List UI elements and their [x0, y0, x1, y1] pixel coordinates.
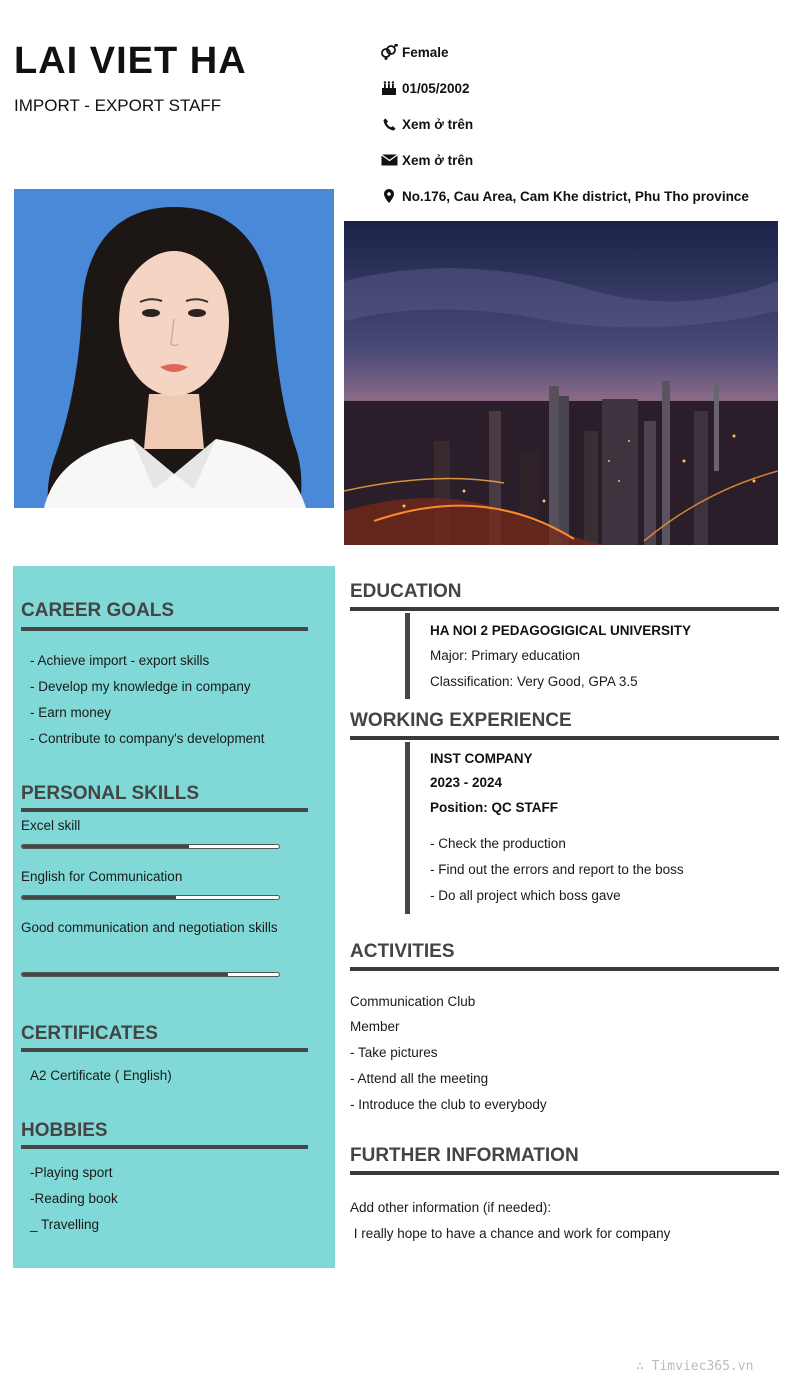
further-info-heading: FURTHER INFORMATION [350, 1145, 579, 1166]
further-info-line: Add other information (if needed): [350, 1200, 552, 1215]
further-info-line: I really hope to have a chance and work for company [350, 1226, 671, 1241]
profile-photo [14, 189, 334, 508]
birthday-cake-icon [376, 81, 402, 95]
education-heading: EDUCATION [350, 581, 462, 602]
skill-bar-fill [22, 845, 189, 848]
career-goals-heading: CAREER GOALS [21, 600, 175, 621]
job-title: IMPORT - EXPORT STAFF [14, 96, 222, 115]
work-period: 2023 - 2024 [430, 775, 503, 790]
certificates-rule [21, 1048, 308, 1052]
duty-item: - Find out the errors and report to the boss [430, 862, 684, 877]
gender-value: Female [402, 44, 449, 60]
skill-label: English for Communication [21, 869, 183, 884]
birthday-value: 01/05/2002 [402, 80, 470, 96]
list-item: - Contribute to company's development [30, 731, 265, 746]
skill-label: Good communication and negotiation skills [21, 920, 278, 935]
further-info-rule [350, 1171, 779, 1175]
experience-rule [350, 736, 779, 740]
birthday-row [376, 70, 786, 106]
skill-bar [21, 895, 280, 900]
duty-item: - Check the production [430, 836, 566, 851]
experience-heading: WORKING EXPERIENCE [350, 710, 572, 731]
skill-bar-fill [22, 896, 176, 899]
activity-line: - Take pictures [350, 1045, 438, 1060]
address-value: No.176, Cau Area, Cam Khe district, Phu Tho province [402, 188, 749, 204]
experience-timeline-line [405, 742, 410, 914]
school-name: HA NOI 2 PEDAGOGIGICAL UNIVERSITY [430, 623, 692, 638]
career-goals-rule [21, 627, 308, 631]
phone-value: Xem ở trên [402, 116, 474, 132]
skill-bar-fill [22, 973, 228, 976]
list-item: A2 Certificate ( English) [30, 1068, 172, 1083]
education-rule [350, 607, 779, 611]
activity-line: - Introduce the club to everybody [350, 1097, 547, 1112]
site-watermark: ∴ Timviec365.vn [636, 1359, 754, 1374]
skill-bar [21, 844, 280, 849]
company-name: INST COMPANY [430, 751, 533, 766]
activity-line: Communication Club [350, 994, 476, 1009]
activity-line: Member [350, 1019, 400, 1034]
list-item: -Playing sport [30, 1165, 113, 1180]
personal-skills-rule [21, 808, 308, 812]
skill-bar [21, 972, 280, 977]
list-item: _ Travelling [30, 1217, 100, 1232]
list-item: - Develop my knowledge in company [30, 679, 251, 694]
gender-icon [376, 44, 402, 60]
map-pin-icon [376, 189, 402, 203]
skill-label: Excel skill [21, 818, 81, 833]
city-skyline-image [344, 221, 778, 545]
email-value: Xem ở trên [402, 152, 474, 168]
list-item: -Reading book [30, 1191, 118, 1206]
phone-icon [376, 118, 402, 131]
list-item: - Achieve import - export skills [30, 653, 210, 668]
certificates-heading: CERTIFICATES [21, 1023, 158, 1044]
envelope-icon [376, 154, 402, 166]
gender-row [376, 34, 786, 70]
activity-line: - Attend all the meeting [350, 1071, 489, 1086]
activities-rule [350, 967, 779, 971]
major: Major: Primary education [430, 648, 581, 663]
email-row [376, 142, 786, 178]
hobbies-rule [21, 1145, 308, 1149]
candidate-name: LAI VIET HA [14, 40, 247, 82]
hobbies-heading: HOBBIES [21, 1120, 108, 1141]
personal-skills-heading: PERSONAL SKILLS [21, 783, 200, 804]
sidebar-panel [13, 566, 335, 1268]
career-goals-list [30, 648, 264, 752]
classification: Classification: Very Good, GPA 3.5 [430, 674, 638, 689]
activities-heading: ACTIVITIES [350, 941, 455, 962]
education-timeline-line [405, 613, 410, 699]
address-row [376, 178, 786, 214]
phone-row [376, 106, 786, 142]
work-position: Position: QC STAFF [430, 800, 558, 815]
certificates-list [30, 1063, 172, 1089]
duty-item: - Do all project which boss gave [430, 888, 621, 903]
hobbies-list [30, 1160, 118, 1238]
list-item: - Earn money [30, 705, 112, 720]
contact-info [376, 34, 786, 214]
